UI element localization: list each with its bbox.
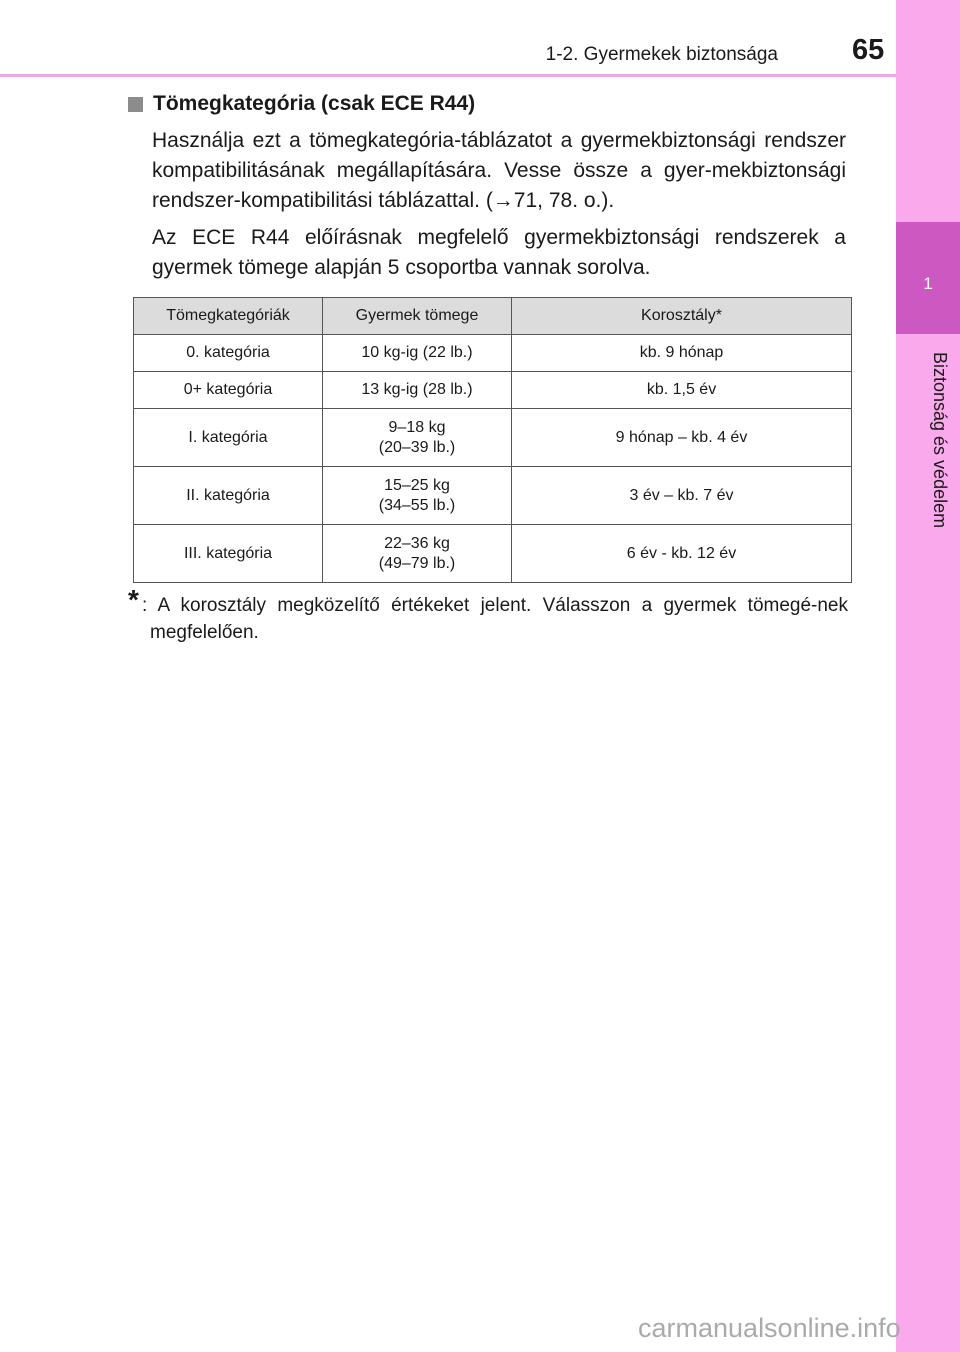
cell-line: (34–55 lb.) [378,496,456,514]
footnote-text: : A korosztály megközelítő értékeket jelent. Válasszon a gyermek tömegé-nek megfelelően. [142,595,848,643]
table-cell [323,409,512,467]
table-cell: 13 kg-ig (28 lb.) [323,372,512,409]
table-cell: 9 hónap – kb. 4 év [512,409,852,467]
cell-line: 15–25 kg [384,476,450,494]
paragraph-intro: Használja ezt a tömegkategória-táblázatot a gyermekbiztonsági rendszer kompatibilitásának megállapítására. Vesse össze a gyer-mekbiztonsági rendszer-kompatibilitási táblázattal. (→71, 78. o.). [152,129,846,212]
table-cell: 6 év - kb. 12 év [512,525,852,583]
weight-category-table [133,297,852,583]
column-header: Tömegkategóriák [134,298,323,335]
table-cell: 3 év – kb. 7 év [512,467,852,525]
column-header: Korosztály* [512,298,852,335]
table-cell: kb. 1,5 év [512,372,852,409]
table-cell: 10 kg-ig (22 lb.) [323,335,512,372]
table-row [134,525,852,583]
table-row [134,467,852,525]
page-number: 65 [852,34,885,66]
table-cell: III. kategória [134,525,323,583]
footnote [128,584,848,646]
chapter-title: Biztonság és védelem [930,352,950,529]
footnote-asterisk: * [128,584,139,615]
table-cell: II. kategória [134,467,323,525]
header-rule [0,74,896,77]
table-row [134,409,852,467]
table-cell: I. kategória [134,409,323,467]
paragraph-groups: Az ECE R44 előírásnak megfelelő gyermekbiztonsági rendszerek a gyermek tömege alapján 5 csoportba vannak sorolva. [152,226,846,279]
square-bullet-icon [128,97,143,112]
section-heading [128,92,475,116]
cell-line: (20–39 lb.) [378,438,456,456]
table-cell: 0+ kategória [134,372,323,409]
cell-line: (49–79 lb.) [378,554,456,572]
table-row [134,372,852,409]
running-header: 1-2. Gyermekek biztonsága [545,44,778,65]
table-cell: kb. 9 hónap [512,335,852,372]
section-heading-text: Tömegkategória (csak ECE R44) [153,92,476,115]
table-cell [323,525,512,583]
watermark: carmanualsonline.info [638,1313,901,1343]
cell-line: 22–36 kg [384,534,450,552]
column-header: Gyermek tömege [323,298,512,335]
table-cell [323,467,512,525]
chapter-number: 1 [923,274,933,293]
cell-line: 9–18 kg [388,418,446,436]
chapter-tab [896,222,960,334]
side-tab [896,0,960,1352]
table-cell: 0. kategória [134,335,323,372]
table-header-row [134,298,852,335]
table-row [134,335,852,372]
